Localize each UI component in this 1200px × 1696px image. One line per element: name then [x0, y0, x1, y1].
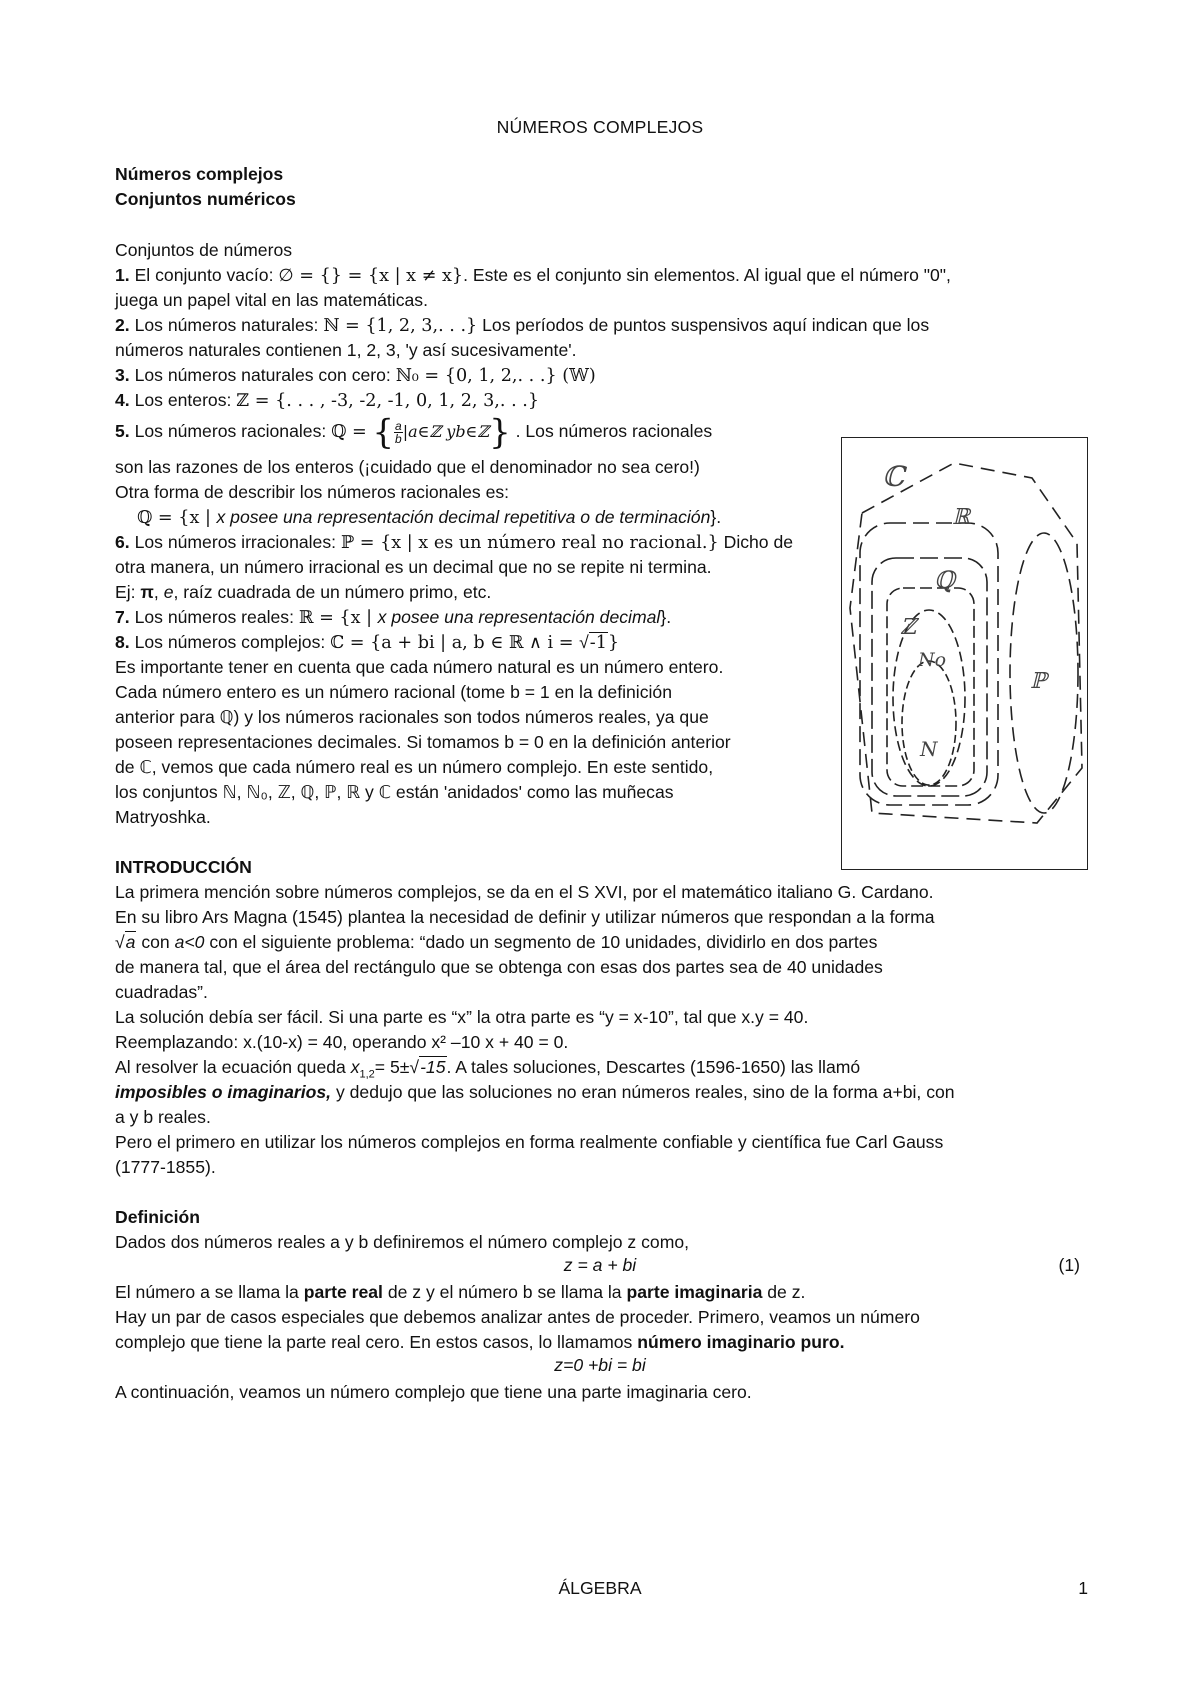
item-2-line-2: números naturales contienen 1, 2, 3, 'y así sucesivamente'. — [115, 340, 577, 360]
intro-line-12: (1777-1855). — [115, 1157, 216, 1177]
item-6-line-2: otra manera, un número irracional es un decimal que no se repite ni termina. — [115, 557, 712, 577]
definition-heading: Definición — [115, 1207, 201, 1227]
nested-paragraph-line-4: poseen representaciones decimales. Si tomamos b = 0 en la definición anterior — [115, 732, 731, 752]
equation-2: z=0 +bi = bi — [554, 1355, 646, 1375]
intro-line-5: cuadradas”. — [115, 982, 208, 1002]
item-4: 4. Los enteros: ℤ = {. . . , -3, -2, -1, 0, 1, 2, 3,. . .} — [115, 390, 540, 411]
item-6-line-3: Ej: π, e, raíz cuadrada de un número primo, etc. — [115, 582, 492, 602]
intro-heading: INTRODUCCIÓN — [115, 857, 252, 877]
item-5-line-4: ℚ = {x | x posee una representación decimal repetitiva o de terminación}. — [137, 507, 722, 528]
intro-line-2: En su libro Ars Magna (1545) plantea la necesidad de definir y utilizar números que respondan a la forma — [115, 907, 935, 927]
label-no: No — [918, 649, 947, 671]
nested-paragraph-line-5: de ℂ, vemos que cada número real es un número complejo. En este sentido, — [115, 757, 714, 777]
intro-line-6: La solución debía ser fácil. Si una parte es “x” la otra parte es “y = x-10”, tal que x.y = 40. — [115, 1007, 809, 1027]
item-1-line-2: juega un papel vital en las matemáticas. — [115, 290, 428, 310]
label-p: ℙ — [1030, 669, 1047, 694]
label-n: N — [920, 737, 938, 761]
item-6-line-1: 6. Los números irracionales: ℙ = {x | x es un número real no racional.} Dicho de — [115, 532, 794, 553]
intro-line-3: √a con a<0 con el siguiente problema: “dado un segmento de 10 unidades, dividirlo en dos partes — [115, 932, 878, 952]
item-5-line-2: son las razones de los enteros (¡cuidado que el denominador no sea cero!) — [115, 457, 700, 477]
label-c: ℂ — [882, 460, 905, 493]
heading-numeros-complejos: Números complejos — [115, 164, 284, 184]
label-r: ℝ — [952, 505, 971, 530]
item-7: 7. Los números reales: ℝ = {x | x posee una representación decimal}. — [115, 607, 672, 628]
footer-title: ÁLGEBRA — [558, 1578, 642, 1598]
label-q: ℚ — [934, 566, 955, 594]
nested-paragraph-line-2: Cada número entero es un número racional (tome b = 1 en la definición — [115, 682, 672, 702]
intro-line-1: La primera mención sobre números complejos, se da en el S XVI, por el matemático italiano G. Cardano. — [115, 882, 934, 902]
number-sets-diagram — [841, 437, 1088, 870]
nested-paragraph-line-3: anterior para ℚ) y los números racionales son todos números reales, ya que — [115, 707, 709, 727]
item-3: 3. Los números naturales con cero: ℕ₀ = {0, 1, 2,. . .} (𝕎) — [115, 365, 596, 386]
subheading-conjuntos: Conjuntos de números — [115, 240, 293, 260]
page-number: 1 — [1078, 1578, 1088, 1598]
intro-line-7: Reemplazando: x.(10-x) = 40, operando x² –10 x + 40 = 0. — [115, 1032, 569, 1052]
nested-paragraph-line-7: Matryoshka. — [115, 807, 211, 827]
item-5-line-3: Otra forma de describir los números racionales es: — [115, 482, 510, 502]
definition-line-5: A continuación, veamos un número complejo que tiene una parte imaginaria cero. — [115, 1382, 752, 1402]
label-z: ℤ — [900, 615, 917, 640]
number-sets-drawing — [842, 438, 1086, 868]
page-title: NÚMEROS COMPLEJOS — [496, 117, 704, 137]
intro-line-11: Pero el primero en utilizar los números complejos en forma realmente confiable y científica fue Carl Gauss — [115, 1132, 944, 1152]
item-2-line-1: 2. Los números naturales: ℕ = {1, 2, 3,. . .} Los períodos de puntos suspensivos aquí indican que los — [115, 315, 930, 336]
item-5-line-1: 5. Los números racionales: ℚ = { $\frac{a}{b}$ |a∈ℤ yb∈ℤ} . Los números racionales — [115, 412, 713, 453]
nested-paragraph-line-6: los conjuntos ℕ, ℕ₀, ℤ, ℚ, ℙ, ℝ y ℂ están 'anidados' como las muñecas — [115, 782, 674, 802]
intro-line-9: imposibles o imaginarios, y dedujo que las soluciones no eran números reales, sino de la forma a+bi, con — [115, 1082, 955, 1102]
equation-1-number: (1) — [1058, 1255, 1080, 1275]
item-1-line-1: 1. El conjunto vacío: ∅ = {} = {x | x ≠ x}. Este es el conjunto sin elementos. Al igual que el número "0", — [115, 265, 951, 286]
item-8: 8. Los números complejos: ℂ = {a + bi | a, b ∈ ℝ ∧ i = √-1} — [115, 632, 620, 653]
equation-1: z = a + bi — [563, 1255, 637, 1275]
intro-line-4: de manera tal, que el área del rectángulo que se obtenga con esas dos partes sea de 40 unidades — [115, 957, 883, 977]
fraction-a-over-b: $\frac{a}{b}$ — [395, 418, 402, 446]
set-n-boundary — [902, 661, 956, 785]
intro-line-10: a y b reales. — [115, 1107, 211, 1127]
heading-conjuntos-numericos: Conjuntos numéricos — [115, 189, 296, 209]
definition-line-1: Dados dos números reales a y b definiremos el número complejo z como, — [115, 1232, 690, 1252]
definition-line-4: complejo que tiene la parte real cero. En estos casos, lo llamamos número imaginario puro. — [115, 1332, 845, 1352]
definition-line-3: Hay un par de casos especiales que debemos analizar antes de proceder. Primero, veamos un número — [115, 1307, 920, 1327]
intro-line-8: Al resolver la ecuación queda $x_{1,2}= 5\pm√-15$. A tales soluciones, Descartes (1596-1650) las llamó — [115, 1057, 861, 1081]
definition-line-2: El número a se llama la parte real de z y el número b se llama la parte imaginaria de z. — [115, 1282, 806, 1302]
nested-paragraph-line-1: Es importante tener en cuenta que cada número natural es un número entero. — [115, 657, 724, 677]
